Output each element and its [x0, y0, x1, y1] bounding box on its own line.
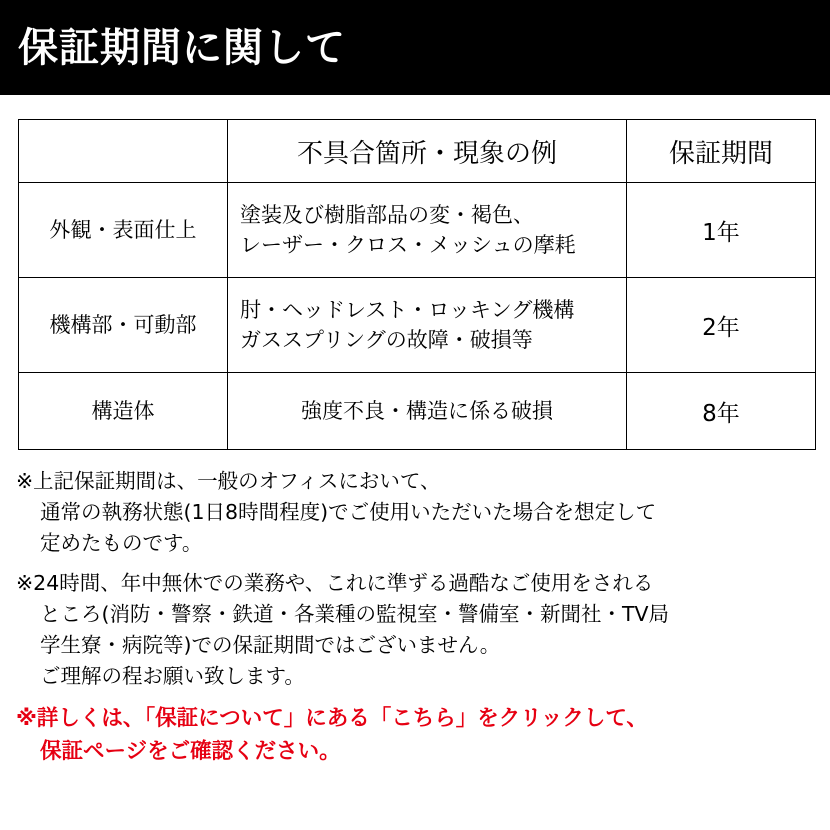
- description-line: 塗装及び樹脂部品の変・褐色、: [240, 202, 534, 227]
- page-title: 保証期間に関して: [18, 24, 346, 71]
- warranty-table: [18, 119, 816, 450]
- cell-category: 構造体: [19, 373, 228, 450]
- note-line: ところ(消防・警察・鉄道・各業種の監視室・警備室・新聞社・TV局: [40, 602, 670, 626]
- table-row: [19, 183, 816, 278]
- table-row: [19, 278, 816, 373]
- note-line: 学生寮・病院等)での保証期間ではございません。: [40, 632, 501, 657]
- column-header-category: [19, 120, 228, 183]
- note-line: 定めたものです。: [40, 530, 203, 555]
- cell-term: 2年: [627, 278, 816, 373]
- cell-category: 機構部・可動部: [19, 278, 228, 373]
- description-line: ガススプリングの故障・破損等: [240, 328, 533, 352]
- cell-description: [228, 373, 627, 450]
- description-line: レーザー・クロス・メッシュの摩耗: [240, 233, 576, 257]
- column-header-term: 保証期間: [627, 120, 816, 183]
- table-row: [19, 373, 816, 450]
- highlight-note-line: ※詳しくは、「保証について」にある「こちら」をクリックして、: [16, 706, 648, 732]
- highlight-note-line: 保証ページをご確認ください。: [40, 738, 341, 764]
- cell-description: [228, 278, 627, 373]
- description-line: 強度不良・構造に係る破損: [301, 398, 553, 423]
- page-header: [0, 0, 830, 95]
- cell-term: 8年: [627, 373, 816, 450]
- notes-section: [0, 450, 830, 768]
- column-header-description: 不具合箇所・現象の例: [228, 120, 627, 183]
- note-item: [16, 466, 814, 558]
- warranty-table-wrapper: [0, 95, 830, 450]
- note-item: [16, 568, 814, 691]
- note-line: ご理解の程お願い致します。: [40, 663, 305, 688]
- highlight-note: [16, 703, 814, 768]
- note-line: ※上記保証期間は、一般のオフィスにおいて、: [16, 469, 441, 493]
- note-line: 通常の執務状態(1日8時間程度)でご使用いただいた場合を想定して: [40, 499, 657, 524]
- cell-description: [228, 183, 627, 278]
- description-line: 肘・ヘッドレスト・ロッキング機構: [240, 297, 575, 322]
- note-line: ※24時間、年中無休での業務や、これに準ずる過酷なご使用をされる: [16, 571, 654, 596]
- table-header-row: [19, 120, 816, 183]
- cell-category: 外観・表面仕上: [19, 183, 228, 278]
- cell-term: 1年: [627, 183, 816, 278]
